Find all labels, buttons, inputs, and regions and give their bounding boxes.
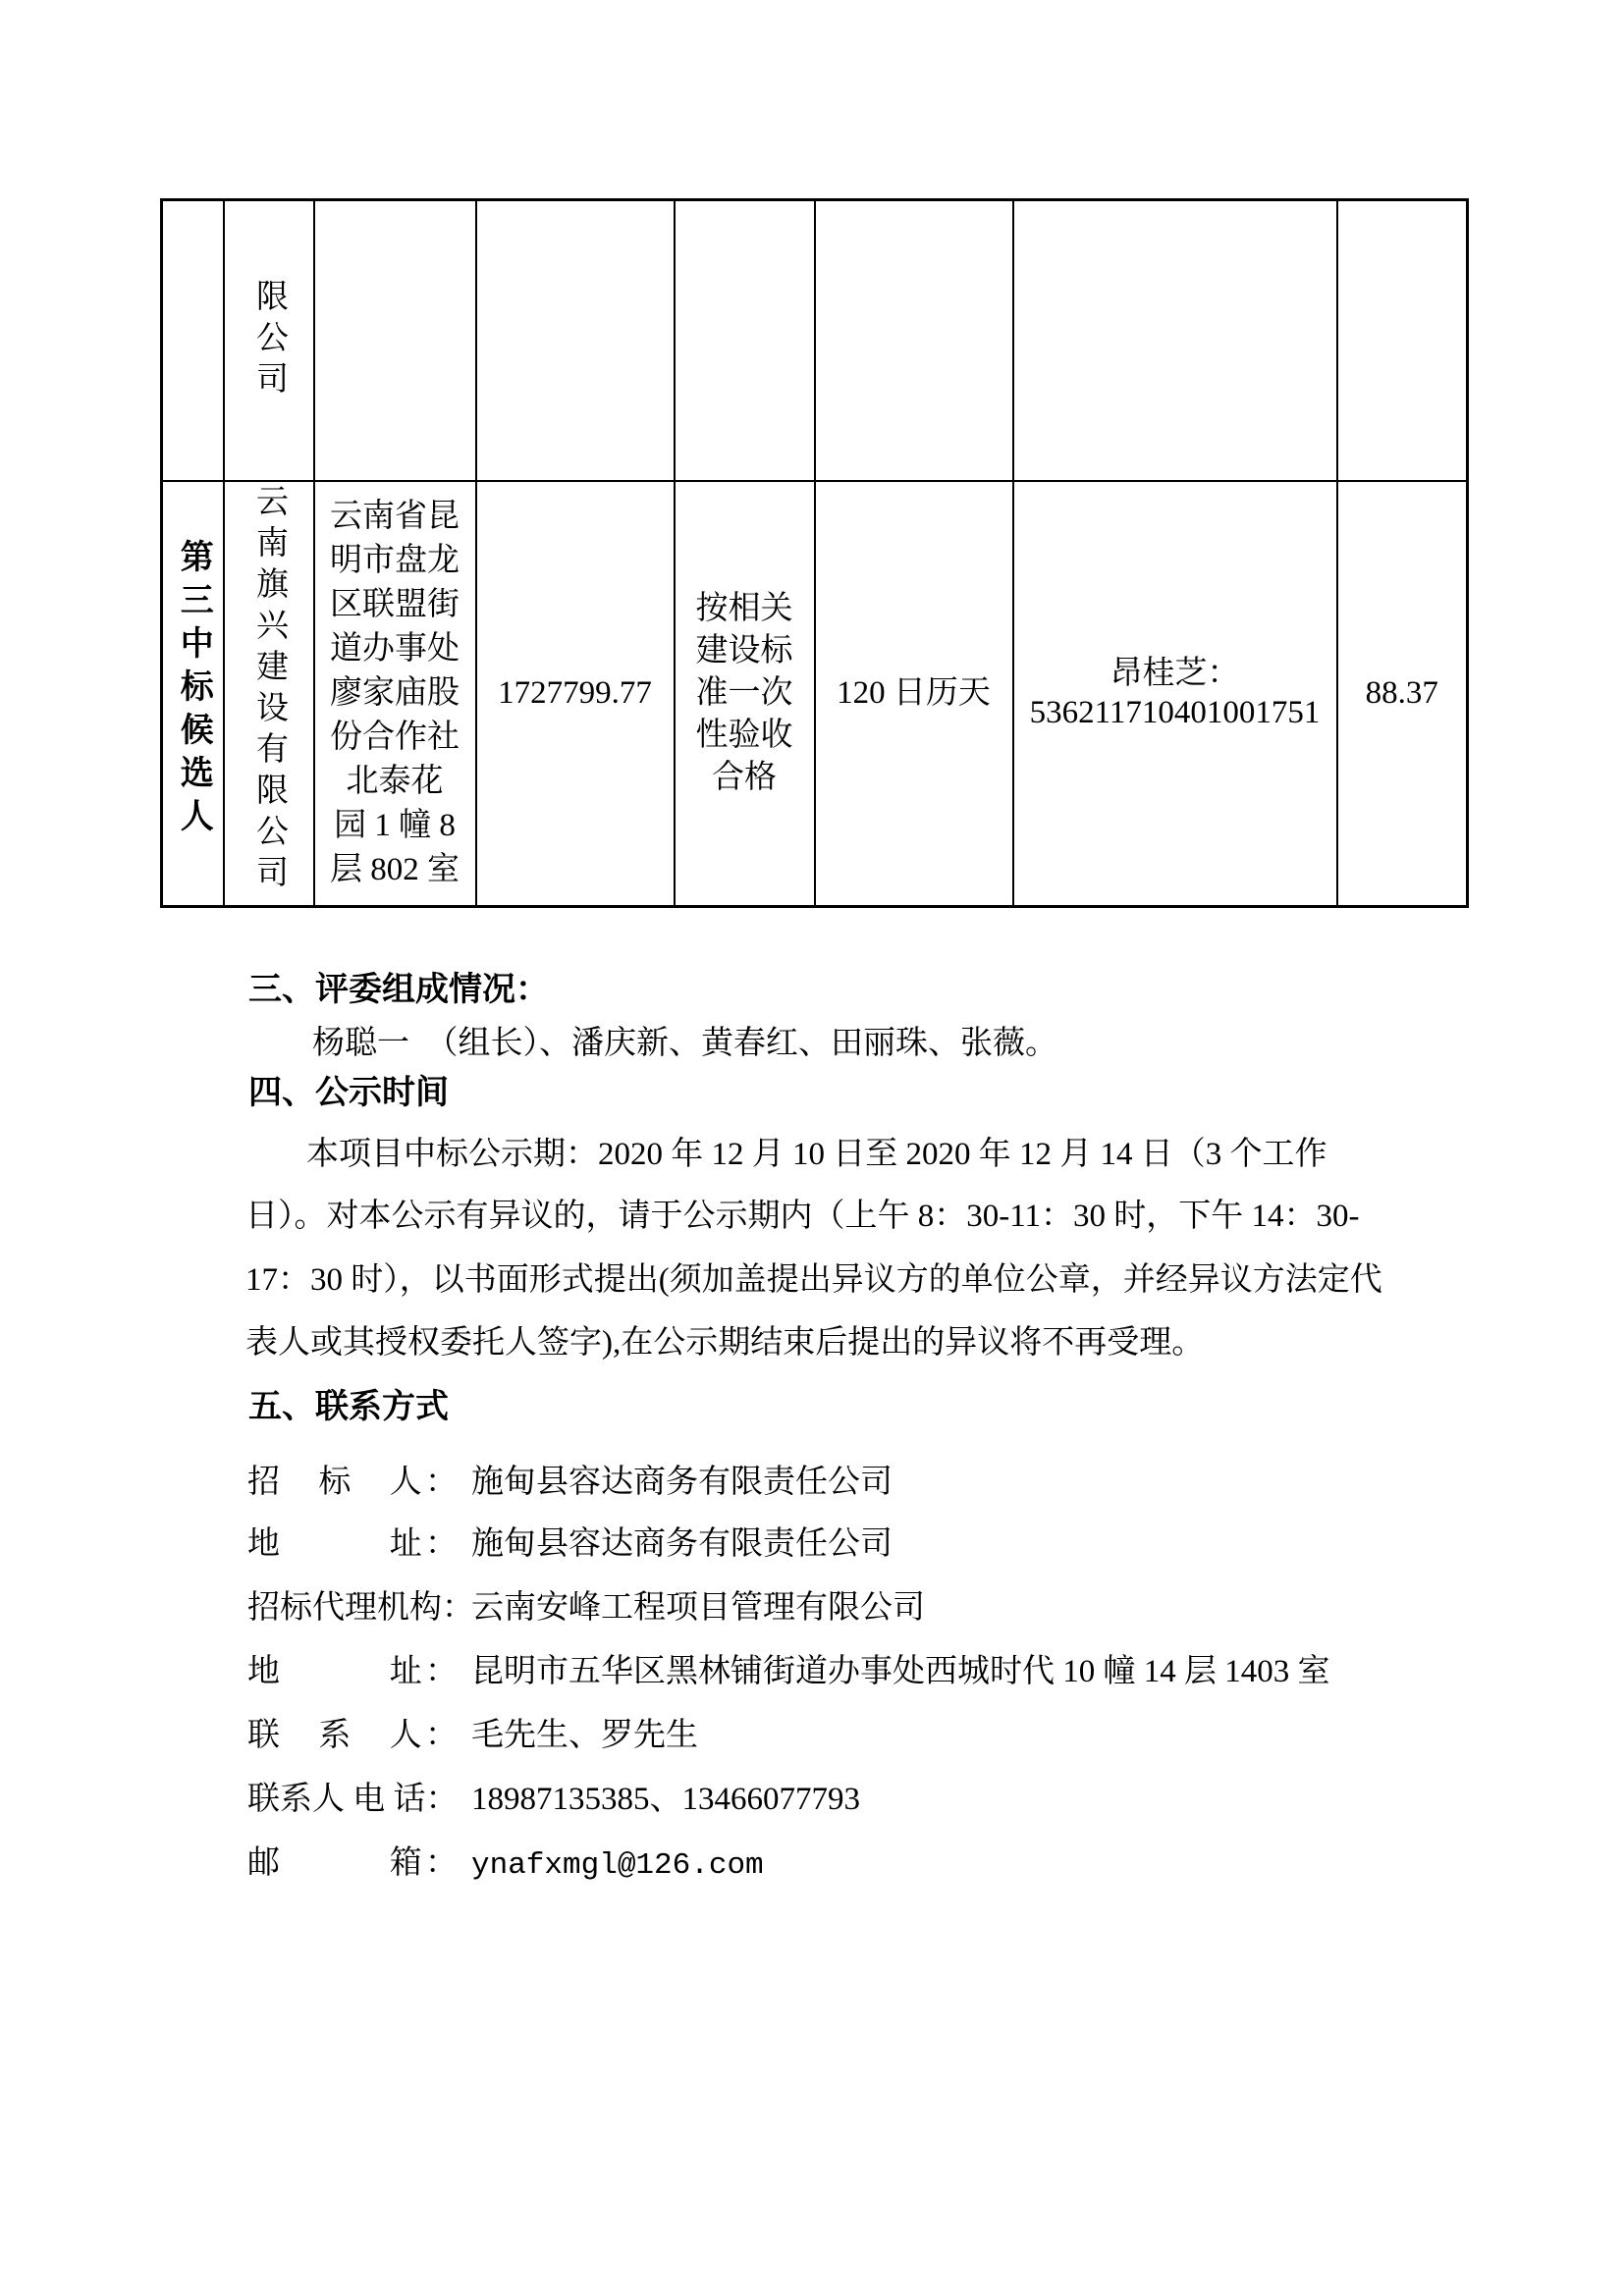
quality-line: 建设标 (695, 632, 793, 668)
manager-cert-number: 536211710401001751 (1029, 695, 1321, 731)
section5-heading: 五、联系方式 (248, 1389, 449, 1425)
section4-heading: 四、公示时间 (248, 1075, 449, 1111)
empty-cell (815, 200, 1013, 481)
contact-value: 毛先生、罗先生 (471, 1718, 698, 1753)
address-line: 园 1 幢 8 (334, 807, 456, 843)
contact-label: 地 址： (247, 1526, 458, 1562)
address-line: 明市盘龙 (330, 542, 460, 578)
empty-cell (1337, 200, 1468, 481)
contact-value: 施甸县容达商务有限责任公司 (471, 1526, 893, 1562)
contact-row-contact-person (247, 1709, 698, 1755)
contact-value: 云南安峰工程项目管理有限公司 (471, 1590, 925, 1626)
quality-line: 合格 (712, 759, 777, 795)
bid-candidates-table (160, 198, 1469, 908)
project-manager-cell (1013, 481, 1337, 907)
contact-label: 招标代理机构： (247, 1590, 474, 1626)
contact-value: 昆明市五华区黑林铺街道办事处西城时代 10 幢 14 层 1403 室 (471, 1654, 1330, 1689)
empty-cell (1013, 200, 1337, 481)
duration: 120 日历天 (837, 674, 991, 711)
address-line: 份合作社 (330, 719, 460, 755)
contact-row-tenderer-address (247, 1518, 893, 1564)
company-continuation-cell (224, 200, 314, 481)
table-row-previous-candidate-continued (162, 200, 1468, 481)
contact-row-tenderer (247, 1456, 893, 1502)
bid-price-cell (476, 481, 675, 907)
contact-value: 施甸县容达商务有限责任公司 (471, 1465, 893, 1500)
score: 88.37 (1365, 674, 1438, 711)
manager-name: 昂桂芝： (1110, 656, 1240, 692)
contact-row-email (247, 1837, 764, 1883)
publicity-paragraph-line: 表人或其授权委托人签字),在公示期结束后提出的异议将不再受理。 (245, 1325, 1205, 1361)
contact-label: 招 标 人： (247, 1465, 458, 1500)
bid-price: 1727799.77 (498, 674, 652, 711)
contact-value: 18987135385、13466077793 (471, 1782, 860, 1817)
empty-cell (675, 200, 815, 481)
address-line: 廖家庙股 (330, 674, 460, 711)
company-name: 云南旗兴建设有限公司 (251, 483, 287, 896)
contact-row-phone (247, 1773, 860, 1819)
section3-heading: 三、评委组成情况： (248, 972, 549, 1008)
score-cell (1337, 481, 1468, 907)
address-line: 区联盟街 (330, 586, 460, 622)
quality-line: 性验收 (695, 717, 793, 753)
address-line: 道办事处 (330, 630, 460, 667)
rank-label: 第三中标候选人 (175, 538, 212, 841)
empty-cell (314, 200, 476, 481)
address-line: 层 802 室 (330, 851, 460, 887)
contact-label: 地 址： (247, 1654, 458, 1689)
rank-cell-empty (162, 200, 224, 481)
table-row-third-winner-candidate (162, 481, 1468, 907)
committee-members-line: 杨聪一 （组长）、潘庆新、黄春红、田丽珠、张薇。 (312, 1026, 1057, 1061)
contact-label: 联系人 电 话： (247, 1782, 459, 1817)
company-cell (224, 481, 314, 907)
publicity-paragraph-line: 本项目中标公示期：2020 年 12 月 10 日至 2020 年 12 月 14 日（3 个工作 (306, 1137, 1327, 1172)
quality-line: 按相关 (695, 590, 793, 626)
address-cell (314, 481, 476, 907)
publicity-paragraph-line: 17：30 时），以书面形式提出(须加盖提出异议方的单位公章，并经异议方法定代 (245, 1262, 1382, 1298)
publicity-paragraph-line: 日）。对本公示有异议的，请于公示期内（上午 8：30-11：30 时，下午 14：30- (245, 1199, 1360, 1234)
duration-cell (815, 481, 1013, 907)
empty-cell (476, 200, 675, 481)
address-line: 北泰花 (346, 763, 444, 799)
contact-row-agency-address (247, 1645, 1330, 1691)
contact-label: 联 系 人： (247, 1718, 458, 1753)
contact-label: 邮 箱： (247, 1845, 458, 1881)
company-continuation-text: 限公司 (251, 279, 287, 403)
quality-line: 准一次 (695, 674, 793, 711)
contact-email-value: ynafxmgl@126.com (471, 1848, 764, 1883)
contact-row-agency (247, 1581, 925, 1628)
quality-cell (675, 481, 815, 907)
address-line: 云南省昆 (330, 498, 460, 534)
rank-cell (162, 481, 224, 907)
